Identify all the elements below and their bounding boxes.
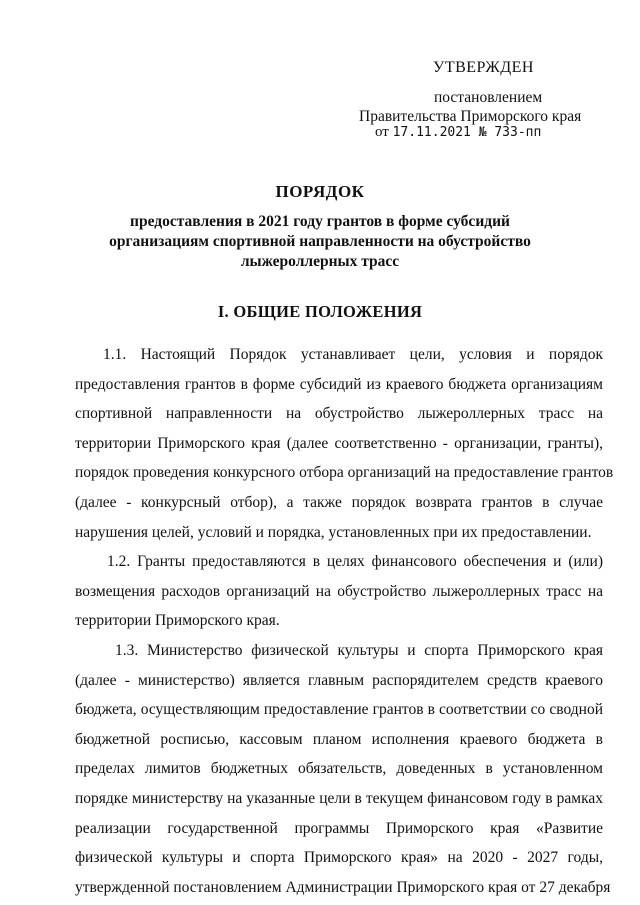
document-subtitle xyxy=(0,212,640,272)
approval-line-3 xyxy=(375,122,541,143)
section-body xyxy=(75,340,614,902)
paragraph-line: (далее - конкурсный отбор), а также порядок возврата грантов в случае xyxy=(75,493,603,511)
paragraph-line: территории Приморского края. xyxy=(75,612,280,630)
section-heading: I. ОБЩИЕ ПОЛОЖЕНИЯ xyxy=(217,302,423,321)
approval-date-number: 17.11.2021 № 733-пп xyxy=(392,125,542,140)
document-title: ПОРЯДОК xyxy=(275,182,365,201)
paragraph-line: 1.2. Гранты предоставляются в целях финансового обеспечения и (или) xyxy=(107,553,603,571)
subtitle-line: лыжероллерных трасс xyxy=(240,253,400,270)
paragraph-line: нарушения целей, условий и порядка, установленных при их предоставлении. xyxy=(75,523,592,541)
paragraph-line: порядок проведения конкурсного отбора организаций на предоставление грантов xyxy=(75,464,614,482)
approval-date-prefix: от xyxy=(375,124,389,140)
approval-line-2: Правительства Приморского края xyxy=(359,108,582,125)
paragraph-line: физической культуры и спорта Приморского края» на 2020 - 2027 годы, xyxy=(75,849,603,867)
paragraph-line: порядке министерству на указанные цели в текущем финансовом году в рамках xyxy=(75,789,603,807)
paragraph-line: спортивной направленности на обустройство лыжероллерных трасс на xyxy=(75,405,603,423)
paragraph-line: пределах лимитов бюджетных обязательств, доведенных в установленном xyxy=(75,760,603,778)
subtitle-line: предоставления в 2021 году грантов в форме субсидий xyxy=(130,213,510,230)
paragraph-line: бюджетной росписью, кассовым планом исполнения краевого бюджета в xyxy=(75,730,603,748)
paragraph-line: утвержденной постановлением Администрации Приморского края от 27 декабря xyxy=(75,878,611,896)
paragraph-line: (далее - министерство) является главным распорядителем средств краевого xyxy=(75,671,603,689)
approval-line-1: постановлением xyxy=(434,89,543,106)
paragraph-line: бюджета, осуществляющим предоставление грантов в соответствии со сводной xyxy=(75,701,603,719)
paragraph-line: возмещения расходов организаций на обустройство лыжероллерных трасс на xyxy=(75,582,603,600)
subtitle-line: организациям спортивной направленности на обустройство xyxy=(109,233,531,250)
paragraph-line: территории Приморского края (далее соответственно - организации, гранты), xyxy=(75,434,603,452)
approval-title: УТВЕРЖДЕН xyxy=(433,59,534,76)
paragraph-line: предоставления грантов в форме субсидий из краевого бюджета организациям xyxy=(75,375,603,393)
paragraph-line: реализации государственной программы Приморского края «Развитие xyxy=(75,819,603,837)
paragraph-line: 1.1. Настоящий Порядок устанавливает цели, условия и порядок xyxy=(103,346,603,363)
paragraph-line: 1.3. Министерство физической культуры и спорта Приморского края xyxy=(115,641,603,659)
